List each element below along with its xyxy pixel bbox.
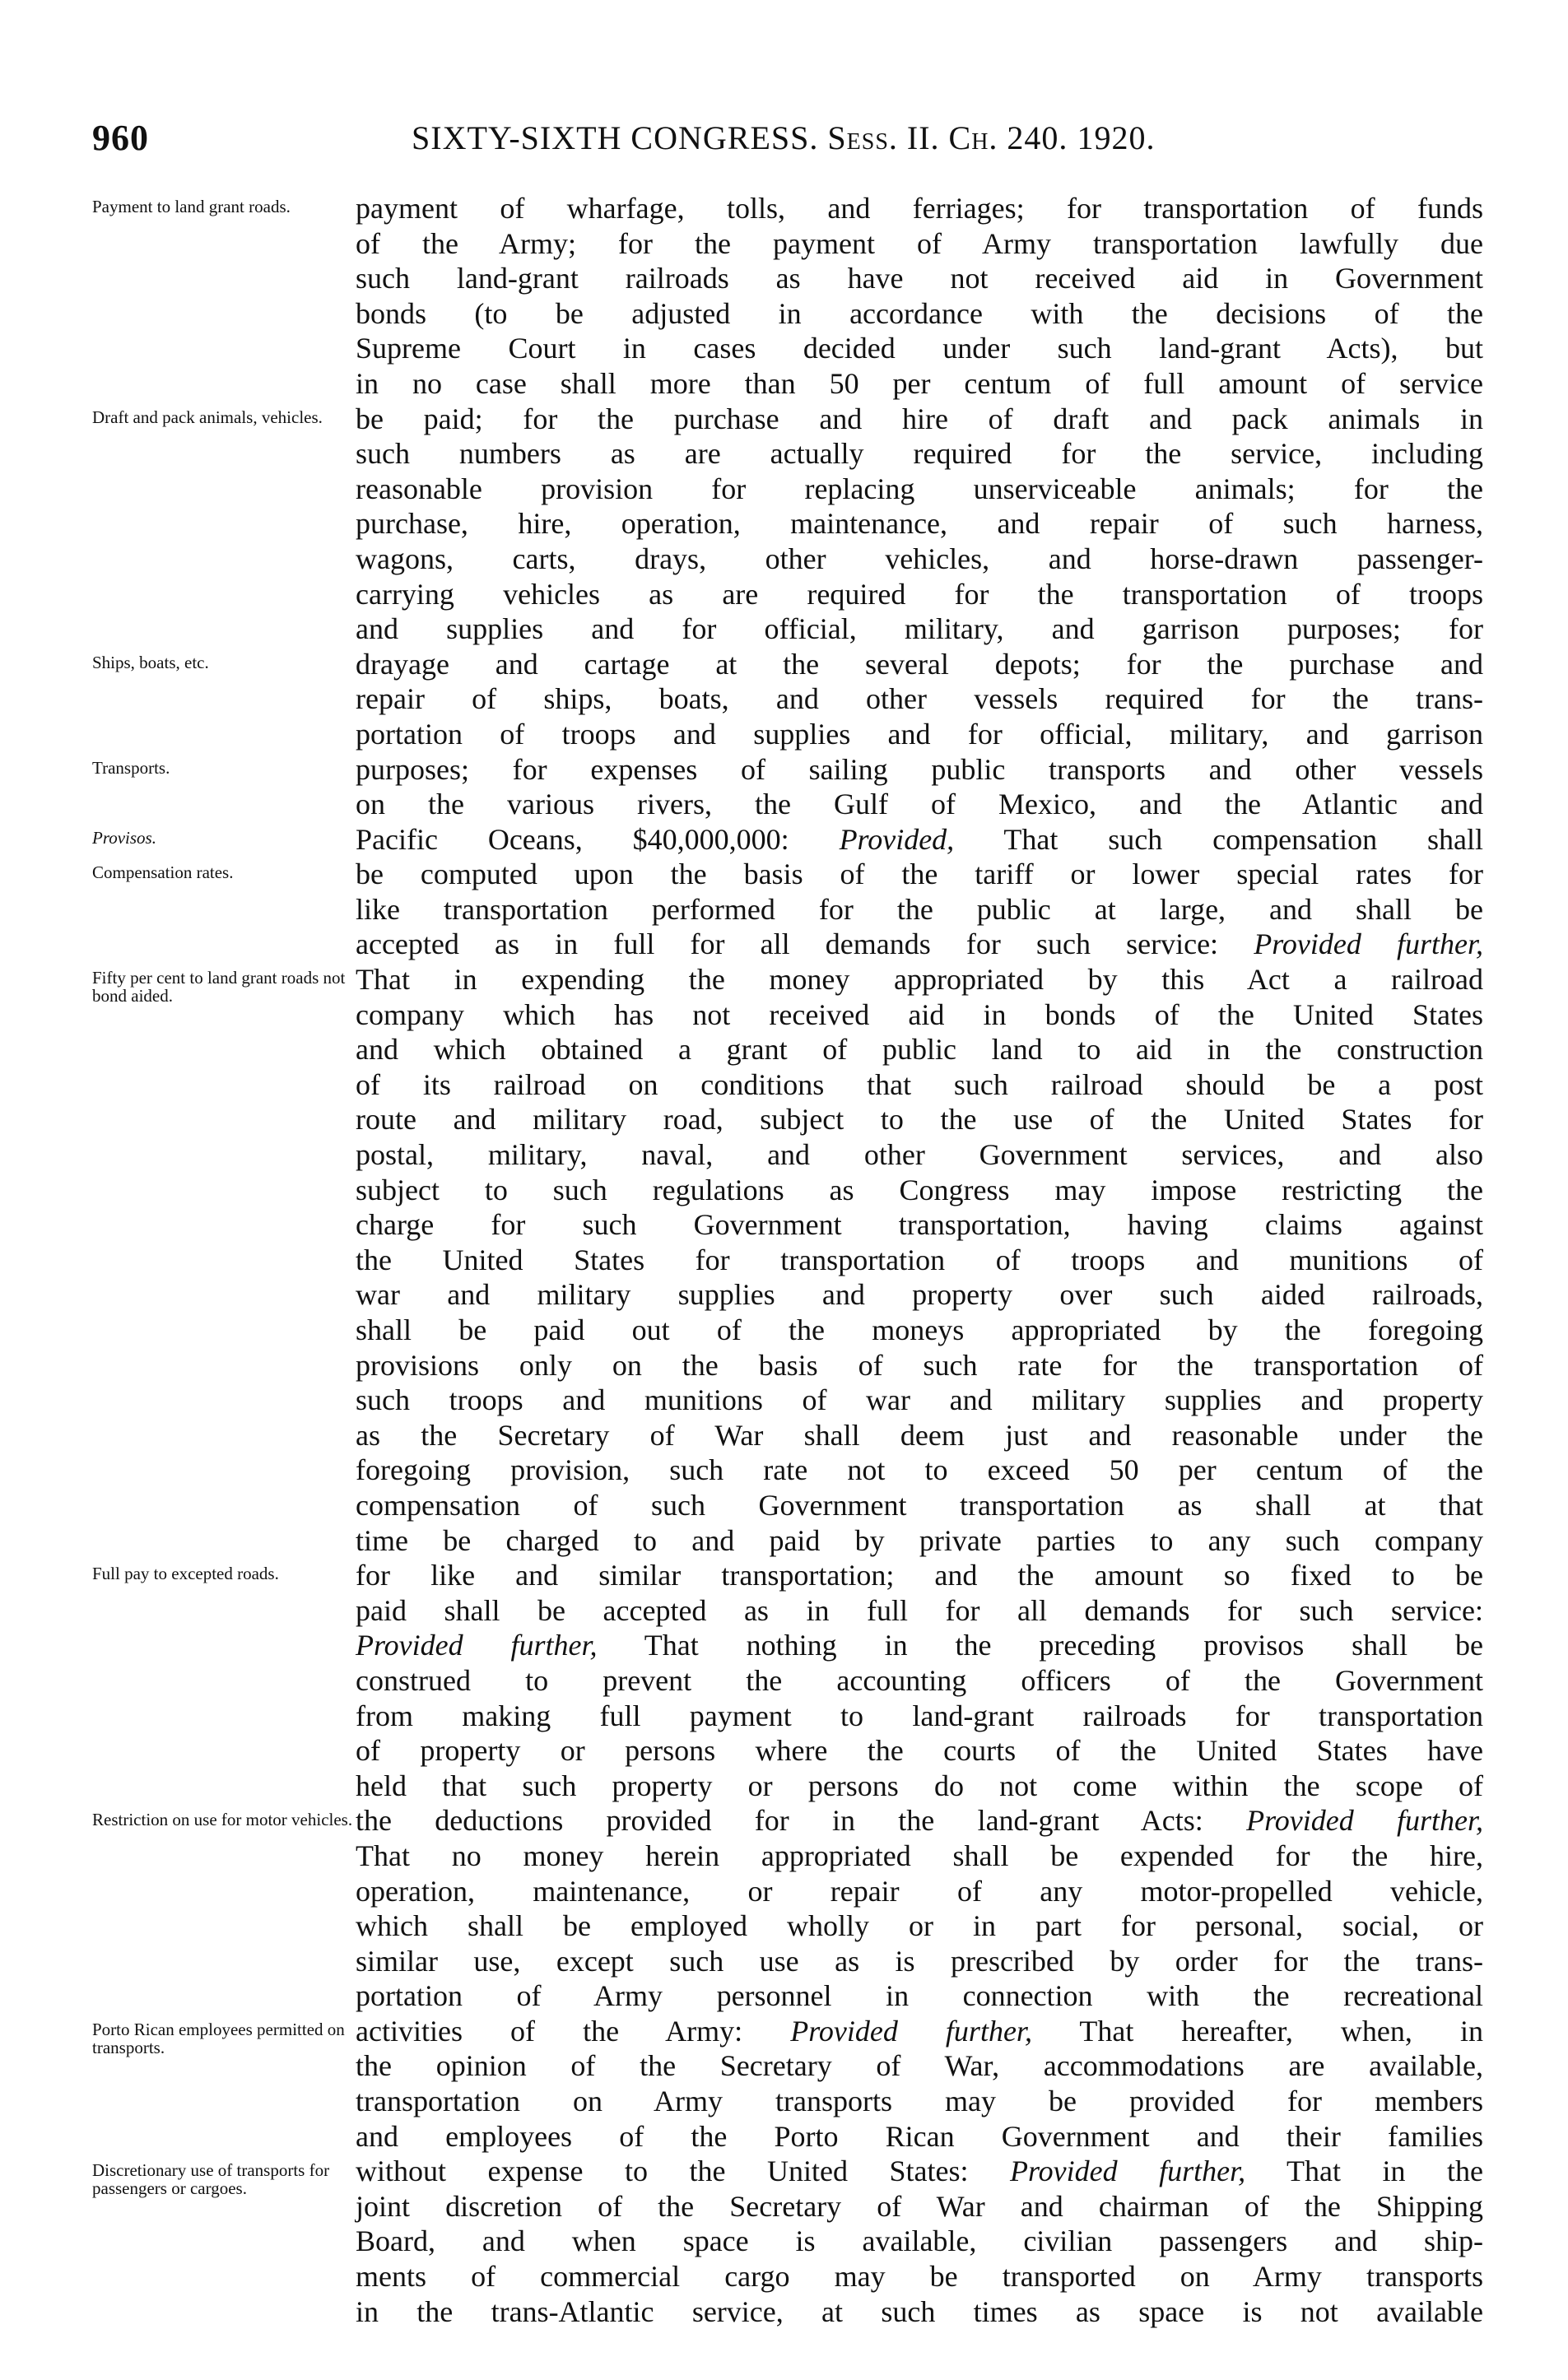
proviso-italic: Provided further,: [356, 1629, 598, 1662]
chapter-label: Ch. 240.: [948, 119, 1068, 156]
page-number: 960: [92, 118, 149, 158]
body-line: charge for such Government transportation, having claims against: [356, 1208, 1483, 1242]
proviso-italic: Provided further,: [1010, 2155, 1246, 2188]
body-line: of the Army; for the payment of Army transportation lawfully due: [356, 226, 1483, 260]
body-line: and which obtained a grant of public land to aid in the construction: [356, 1033, 1483, 1067]
body-line: held that such property or persons do not come within the scope of: [356, 1769, 1483, 1802]
proviso-italic: Provided further,: [1246, 1804, 1483, 1838]
proviso-italic: Provided,: [839, 822, 955, 856]
body-line: and employees of the Porto Rican Government and their families: [356, 2119, 1483, 2153]
body-line: be paid; for the purchase and hire of draft and pack animals in: [356, 402, 1483, 435]
body-line: Board, and when space is available, civilian passengers and ship-: [356, 2224, 1483, 2258]
margin-note: Porto Rican employees permitted on transports.: [92, 2020, 345, 2058]
body-line: be computed upon the basis of the tariff or lower special rates for: [356, 858, 1483, 891]
body-line: transportation on Army transports may be provided for members: [356, 2085, 1483, 2118]
proviso-italic: Provided further,: [790, 2014, 1032, 2048]
body-line: in no case shall more than 50 per centum of full amount of service: [356, 366, 1483, 400]
margin-note: Discretionary use of transports for passengers or cargoes.: [92, 2159, 330, 2198]
body-line: payment of wharfage, tolls, and ferriages; for transportation of funds: [356, 192, 1483, 225]
session-label: Sess. II.: [827, 119, 940, 156]
body-line: subject to such regulations as Congress may impose restricting the: [356, 1173, 1483, 1206]
body-line: bonds (to be adjusted in accordance with the decisions of the: [356, 296, 1483, 330]
body-line: the opinion of the Secretary of War, accommodations are available,: [356, 2049, 1483, 2083]
margin-note: Transports.: [92, 757, 170, 778]
running-head: [412, 119, 1155, 157]
body-line: Pacific Oceans, $40,000,000: Provided, That such compensation shall: [356, 822, 1483, 856]
body-line: reasonable provision for replacing unserviceable animals; for the: [356, 472, 1483, 505]
body-line: without expense to the United States: Provided further, That in the: [356, 2155, 1484, 2188]
margin-note: Draft and pack animals, vehicles.: [92, 407, 323, 427]
body-line: as the Secretary of War shall deem just and reasonable under the: [356, 1418, 1483, 1452]
body-line: of its railroad on conditions that such railroad should be a post: [356, 1067, 1483, 1101]
body-line: similar use, except such use as is prescribed by order for the trans-: [356, 1944, 1483, 1978]
margin-notes: [92, 0, 364, 2380]
body-line: on the various rivers, the Gulf of Mexico, and the Atlantic and: [356, 788, 1483, 821]
body-line: such troops and munitions of war and military supplies and property: [356, 1383, 1483, 1417]
body-line: construed to prevent the accounting officers of the Government: [356, 1663, 1483, 1697]
margin-note: Provisos.: [92, 827, 156, 848]
body-line: Supreme Court in cases decided under such land-grant Acts), but: [356, 332, 1483, 365]
body-line: wagons, carts, drays, other vehicles, and horse-drawn passenger-: [356, 542, 1483, 575]
body-line: foregoing provision, such rate not to exceed 50 per centum of the: [356, 1453, 1483, 1487]
body-line: for like and similar transportation; and the amount so fixed to be: [356, 1559, 1483, 1592]
margin-note: Fifty per cent to land grant roads not bond aided.: [92, 968, 346, 1006]
body-line: the United States for transportation of troops and munitions of: [356, 1243, 1483, 1276]
body-line: time be charged to and paid by private parties to any such company: [356, 1523, 1483, 1557]
body-line: war and military supplies and property over such aided railroads,: [356, 1278, 1483, 1312]
body-line: carrying vehicles as are required for the transportation of troops: [356, 577, 1483, 611]
body-line: portation of troops and supplies and for official, military, and garrison: [356, 717, 1483, 751]
body-line: such land-grant railroads as have not received aid in Government: [356, 262, 1483, 295]
congress-title: SIXTY-SIXTH CONGRESS.: [412, 119, 819, 156]
body-line: and supplies and for official, military, and garrison purposes; for: [356, 612, 1483, 646]
margin-note: Payment to land grant roads.: [92, 197, 291, 216]
body-line: like transportation performed for the public at large, and shall be: [356, 892, 1483, 926]
body-line: drayage and cartage at the several depots; for the purchase and: [356, 647, 1483, 681]
body-line: shall be paid out of the moneys appropriated by the foregoing: [356, 1313, 1483, 1346]
body-line: company which has not received aid in bonds of the United States: [356, 997, 1483, 1031]
body-line: operation, maintenance, or repair of any motor-propelled vehicle,: [356, 1874, 1483, 1908]
body-line: of property or persons where the courts of the United States have: [356, 1734, 1483, 1768]
margin-note: Compensation rates.: [92, 862, 234, 883]
body-line: ments of commercial cargo may be transported on Army transports: [356, 2260, 1483, 2294]
body-line: portation of Army personnel in connection with the recreational: [356, 1979, 1483, 2013]
body-line: purchase, hire, operation, maintenance, and repair of such harness,: [356, 507, 1483, 541]
body-line: route and military road, subject to the use of the United States for: [356, 1103, 1483, 1137]
body-line: accepted as in full for all demands for such service: Provided further,: [356, 927, 1483, 961]
body-line: activities of the Army: Provided further, That hereafter, when, in: [356, 2014, 1483, 2048]
body-line: paid shall be accepted as in full for all demands for such service:: [356, 1593, 1483, 1627]
body-line: repair of ships, boats, and other vessels required for the trans-: [356, 682, 1483, 716]
statute-body-text: [356, 191, 1483, 2329]
margin-note: Ships, boats, etc.: [92, 652, 209, 672]
body-line: in the trans-Atlantic service, at such times as space is not available: [356, 2294, 1483, 2328]
year-label: 1920.: [1077, 119, 1156, 156]
body-line: the deductions provided for in the land-grant Acts: Provided further,: [356, 1804, 1483, 1838]
body-line: postal, military, naval, and other Government services, and also: [356, 1138, 1483, 1172]
body-line: from making full payment to land-grant railroads for transportation: [356, 1699, 1483, 1732]
body-line: provisions only on the basis of such rate for the transportation of: [356, 1348, 1483, 1382]
margin-note: Restriction on use for motor vehicles.: [92, 1809, 353, 1829]
body-line: which shall be employed wholly or in part for personal, social, or: [356, 1909, 1483, 1943]
body-line: such numbers as are actually required for the service, including: [356, 437, 1483, 471]
body-line: joint discretion of the Secretary of War and chairman of the Shipping: [356, 2189, 1483, 2223]
body-line: purposes; for expenses of sailing public transports and other vessels: [356, 752, 1483, 786]
proviso-italic: Provided further,: [1254, 927, 1483, 961]
body-line: Provided further, That nothing in the preceding provisos shall be: [356, 1629, 1483, 1662]
body-line: That no money herein appropriated shall be expended for the hire,: [356, 1838, 1483, 1872]
body-line: That in expending the money appropriated by this Act a railroad: [356, 963, 1483, 997]
margin-note: Full pay to excepted roads.: [92, 1564, 279, 1584]
body-line: compensation of such Government transportation as shall at that: [356, 1488, 1483, 1522]
